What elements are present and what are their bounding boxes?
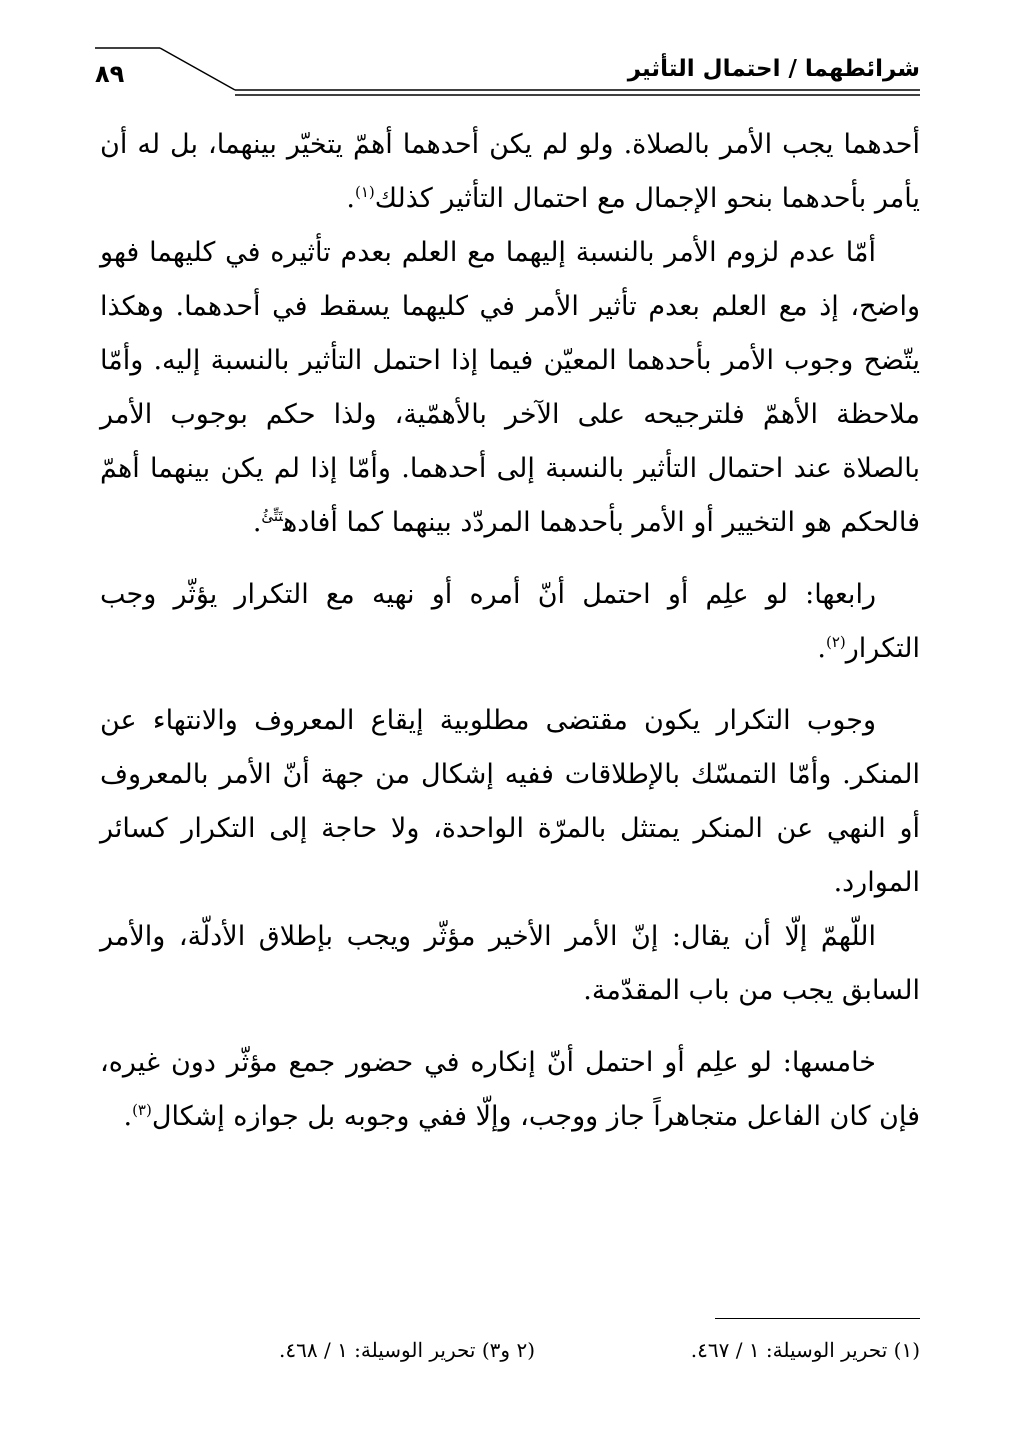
running-title: شرائطهما / احتمال التأثير xyxy=(627,56,920,82)
paragraph xyxy=(100,694,920,910)
paragraph-text: اللّهمّ إلّا أن يقال: إنّ الأمر الأخير مؤثّر ويجب بإطلاق الأدلّة، والأمر السابق يجب من باب المقدّمة. xyxy=(100,921,920,1006)
paragraph-text: رابعها: لو علِم أو احتمل أنّ أمره أو نهيه مع التكرار يؤثّر وجب التكرار xyxy=(100,579,920,664)
paragraph xyxy=(100,1036,920,1144)
footnote-ref: (٣) xyxy=(132,1101,152,1119)
paragraph xyxy=(100,118,920,226)
paragraph xyxy=(100,568,920,676)
paragraph-end: . xyxy=(123,1101,133,1132)
paragraph-end: . xyxy=(346,183,355,214)
paragraph-text: أحدهما يجب الأمر بالصلاة. ولو لم يكن أحدهما أهمّ يتخيّر بينهما، بل له أن يأمر بأحدهما بنحو الإجمال مع احتمال التأثير كذلك xyxy=(100,129,920,214)
footnotes xyxy=(100,1338,920,1378)
paragraph xyxy=(100,226,920,550)
paragraph xyxy=(100,910,920,1018)
paragraph-text: خامسها: لو علِم أو احتمل أنّ إنكاره في حضور جمع مؤثّر دون غيره، فإن كان الفاعل متجاهراً جاز ووجب، وإلّا ففي وجوبه بل جوازه إشكال xyxy=(100,1047,920,1132)
footnote-ref: (٢) xyxy=(825,633,846,651)
footnote-1: (١) تحرير الوسيلة: ١ / ٤٦٧. xyxy=(690,1338,920,1362)
body-text xyxy=(100,118,920,1144)
paragraph-end: . xyxy=(252,507,262,538)
paragraph-end: . xyxy=(817,633,826,664)
footnote-ref: (١) xyxy=(354,183,375,201)
page-number: ٨٩ xyxy=(95,60,125,88)
paragraph-text: أمّا عدم لزوم الأمر بالنسبة إليهما مع العلم بعدم تأثيره في كليهما فهو واضح، إذ مع العلم بعدم تأثير الأمر في كليهما يسقط في أحدهما. وهكذا يتّضح وجوب الأمر بأحدهما المعيّن فيما إذا احتمل التأثير بالنسبة إليه. وأمّا ملاحظة الأهمّ فلترجيحه على الآخر بالأهمّية، ولذا حكم بوجوب الأمر بالصلاة عند احتمال التأثير بالنسبة إلى أحدهما. وأمّا إذا لم يكن بينهما أهمّ فالحكم هو التخيير أو الأمر بأحدهما المردّد بينهما كما أفاده xyxy=(100,237,920,538)
footnote-2: (٢ و٣) تحرير الوسيلة: ١ / ٤٦٨. xyxy=(279,1338,535,1362)
paragraph-text: وجوب التكرار يكون مقتضى مطلوبية إيقاع المعروف والانتهاء عن المنكر. وأمّا التمسّك بالإطلاقات ففيه إشكال من جهة أنّ الأمر بالمعروف أو النهي عن المنكر يمتثل بالمرّة الواحدة، ولا حاجة إلى التكرار كسائر الموارد. xyxy=(100,705,920,898)
footnote-rule xyxy=(715,1318,920,1319)
honorific-symbol: تَتِّئُ xyxy=(261,507,283,525)
page-header xyxy=(95,40,920,100)
